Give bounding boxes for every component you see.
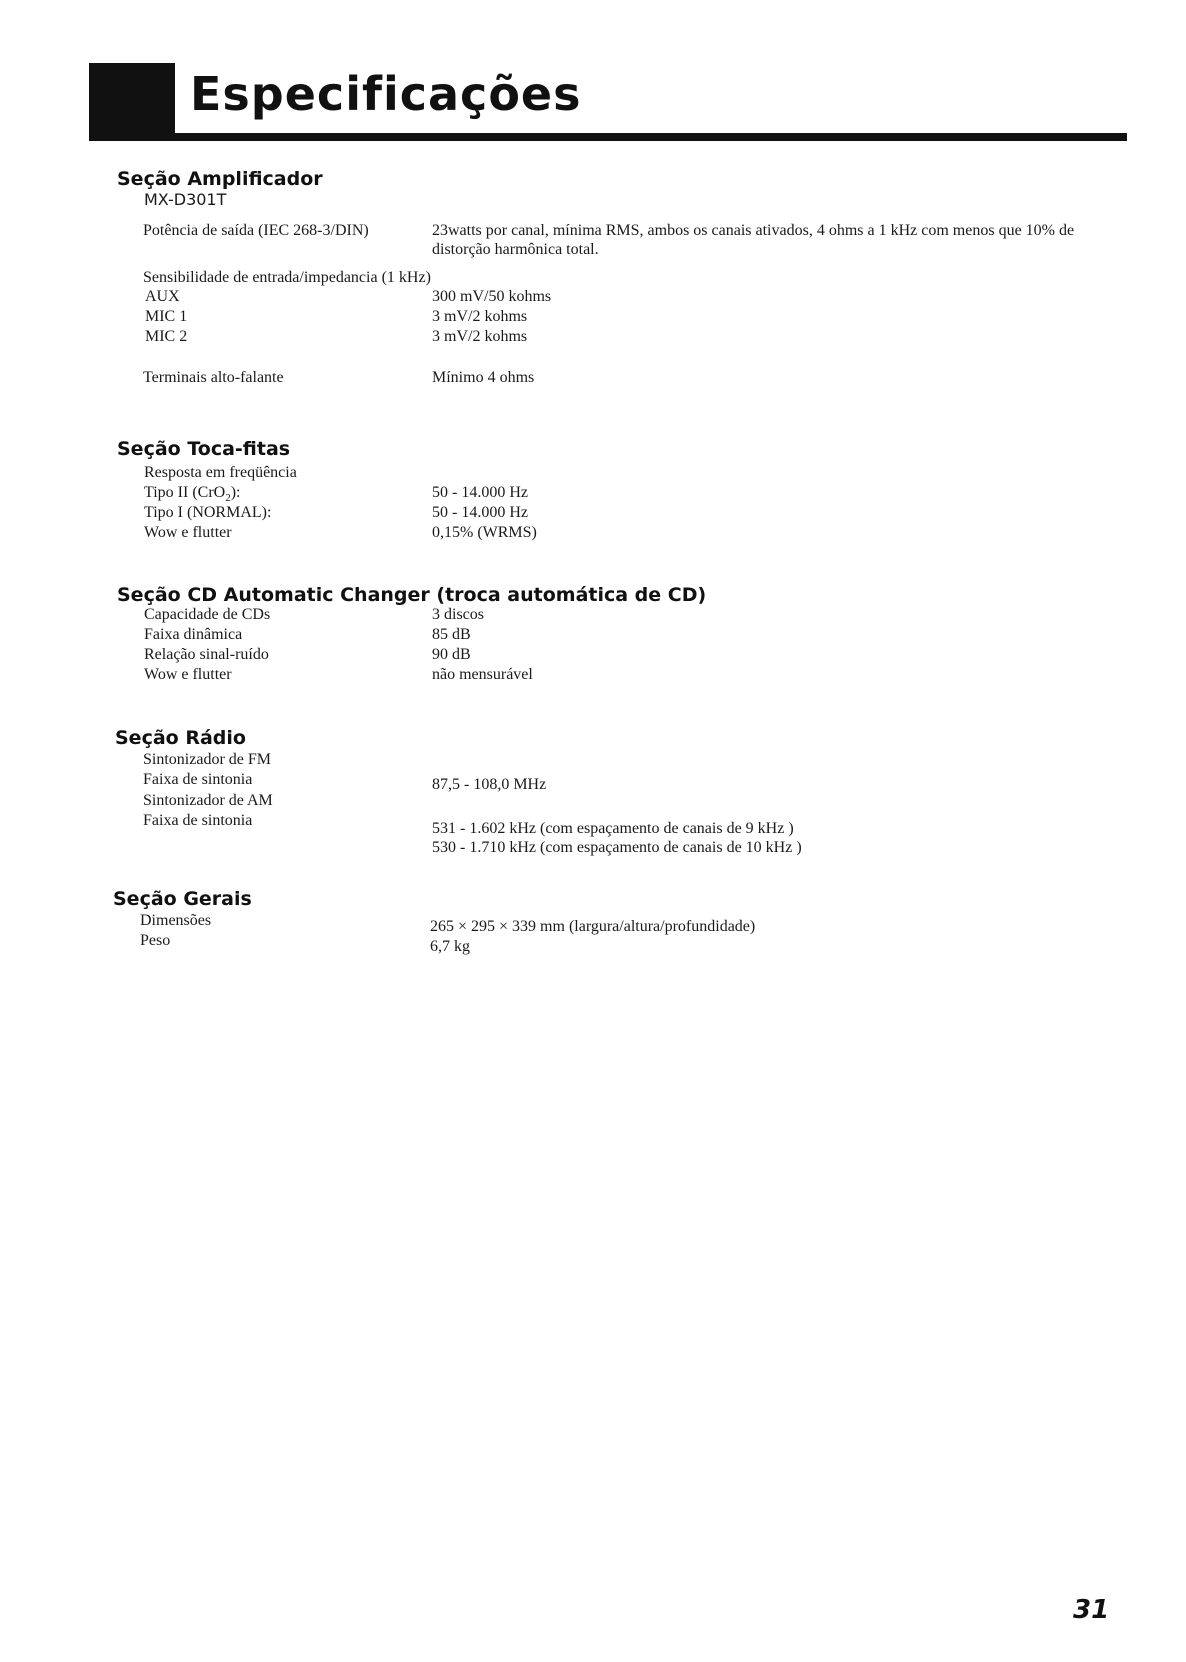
spec-value: 265 × 295 × 339 mm (largura/altura/profundidade) bbox=[430, 918, 756, 935]
spec-label: Faixa dinâmica bbox=[144, 626, 243, 643]
cd-heading: Seção CD Automatic Changer (troca automática de CD) bbox=[117, 584, 707, 606]
spec-label: Wow e flutter bbox=[144, 524, 232, 541]
spec-label: Dimensões bbox=[140, 912, 212, 929]
spec-label: Sintonizador de AM bbox=[143, 792, 273, 809]
spec-value: não mensurável bbox=[432, 666, 533, 683]
title-rule bbox=[89, 133, 1127, 141]
page-number: 31 bbox=[1073, 1595, 1110, 1625]
spec-label: Relação sinal-ruído bbox=[144, 646, 269, 663]
spec-label: Resposta em freqüência bbox=[144, 464, 297, 481]
title-marker-block bbox=[89, 63, 175, 135]
general-heading: Seção Gerais bbox=[113, 888, 252, 910]
spec-label: Wow e flutter bbox=[144, 666, 232, 683]
amplifier-heading: Seção Amplificador bbox=[117, 168, 323, 190]
spec-label: MIC 1 bbox=[145, 308, 188, 325]
spec-value: 3 mV/2 kohms bbox=[432, 308, 528, 325]
spec-label: Capacidade de CDs bbox=[144, 606, 271, 623]
spec-value: Mínimo 4 ohms bbox=[432, 369, 535, 386]
spec-value: 23watts por canal, mínima RMS, ambos os canais ativados, 4 ohms a 1 kHz com menos que 10% de distorção harmônica total. bbox=[432, 222, 1075, 258]
spec-label: Peso bbox=[140, 932, 171, 949]
spec-value: 0,15% (WRMS) bbox=[432, 524, 537, 541]
spec-value: 3 mV/2 kohms bbox=[432, 328, 528, 345]
spec-label: Faixa de sintonia bbox=[143, 812, 253, 829]
spec-label: AUX bbox=[145, 288, 180, 305]
spec-label: Sintonizador de FM bbox=[143, 751, 271, 768]
spec-label: MIC 2 bbox=[145, 328, 188, 345]
spec-value: 530 - 1.710 kHz (com espaçamento de canais de 10 kHz ) bbox=[432, 839, 802, 856]
spec-value: 531 - 1.602 kHz (com espaçamento de canais de 9 kHz ) bbox=[432, 820, 794, 837]
cassette-heading: Seção Toca-fitas bbox=[117, 438, 291, 460]
spec-value: 300 mV/50 kohms bbox=[432, 288, 552, 305]
spec-value: 50 - 14.000 Hz bbox=[432, 504, 528, 521]
spec-label: Potência de saída (IEC 268-3/DIN) bbox=[143, 222, 369, 239]
spec-value: 3 discos bbox=[432, 606, 484, 623]
spec-label: Sensibilidade de entrada/impedancia (1 kHz) bbox=[143, 269, 431, 286]
spec-value: 50 - 14.000 Hz bbox=[432, 484, 528, 501]
spec-label: Terminais alto-falante bbox=[143, 369, 284, 386]
spec-label: Tipo I (NORMAL): bbox=[144, 504, 272, 521]
spec-label: Faixa de sintonia bbox=[143, 771, 253, 788]
spec-value: 6,7 kg bbox=[430, 938, 470, 955]
model-number: MX-D301T bbox=[144, 190, 227, 209]
spec-value: 85 dB bbox=[432, 626, 471, 643]
spec-value: 87,5 - 108,0 MHz bbox=[432, 776, 547, 793]
page-title: Especificações bbox=[190, 67, 582, 121]
spec-label: Tipo II (CrO$_2$): bbox=[144, 484, 241, 505]
spec-value: 90 dB bbox=[432, 646, 471, 663]
radio-heading: Seção Rádio bbox=[115, 727, 246, 749]
